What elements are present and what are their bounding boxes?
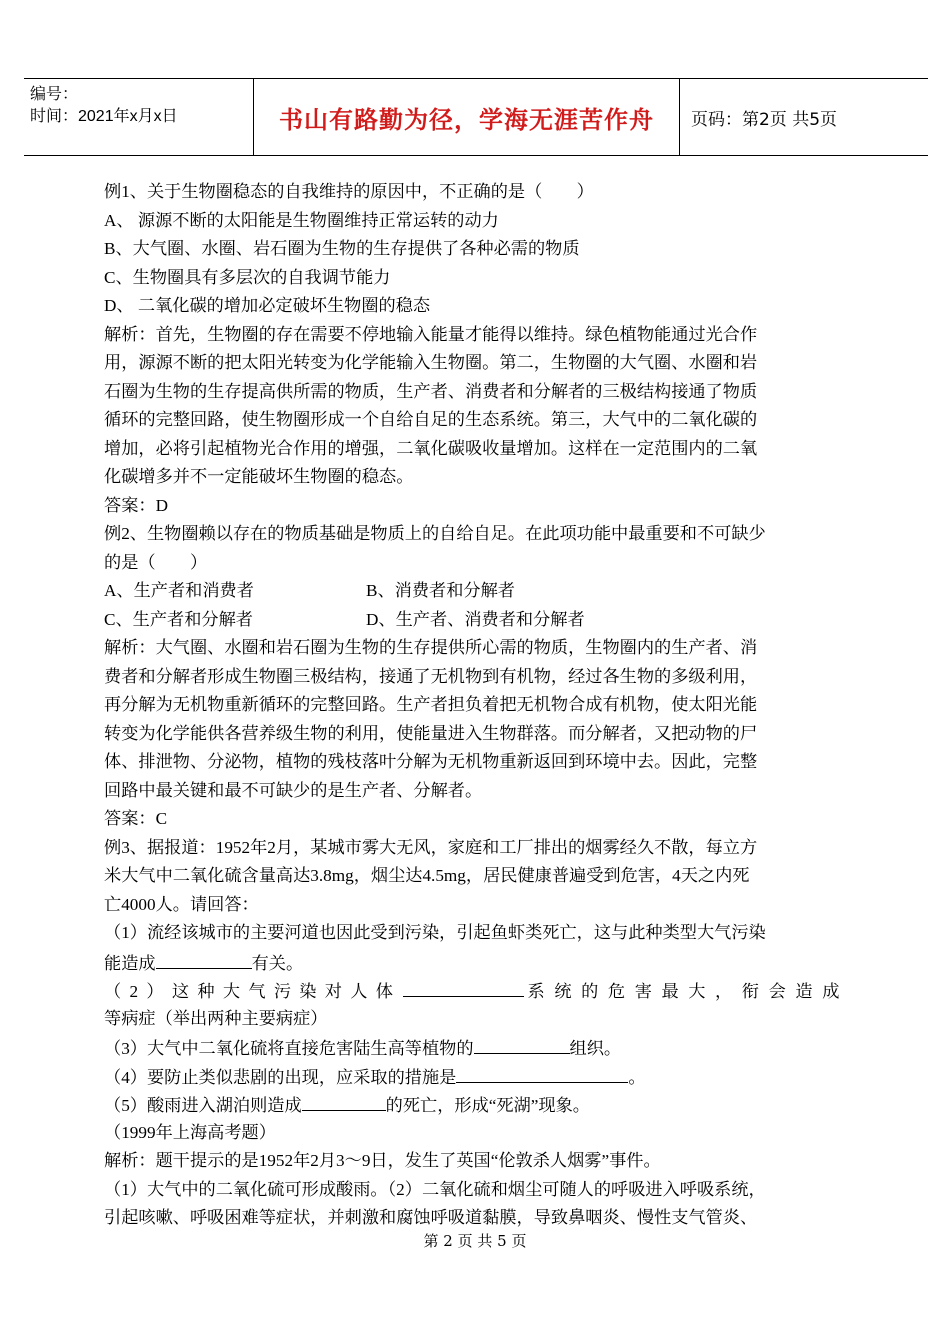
ex3-q2-cont: 等病症（举出两种主要病症） — [104, 1008, 328, 1028]
q3-text-after: 组织。 — [569, 1039, 622, 1058]
ex3-q3 — [104, 1033, 849, 1062]
ex2-question: 例2、生物圈赖以存在的物质基础是物质上的自给自足。在此项功能中最重要和不可缺少 — [104, 524, 766, 543]
ex3-intro-line: 例3、据报道：1952年2月，某城市雾大无风，家庭和工厂排出的烟雾经久不散，每立方 — [104, 837, 758, 857]
ex2-analysis-line: 回路中最关键和最不可缺少的是生产者、分解者。 — [104, 780, 483, 800]
header-page-info — [679, 79, 940, 155]
ex3-intro-line: 米大气中二氧化硫含量高达3.8mg，烟尘达4.5mg，居民健康普遍受到危害，4天之内死 — [104, 866, 750, 885]
ex3-q2 — [104, 976, 849, 1005]
ex1-analysis-line: 用，源源不断的把太阳光转变为化学能输入生物圈。第二，生物圈的大气圈、水圈和岩 — [104, 353, 758, 372]
page-info-text: 页码：第2页 共5页 — [691, 109, 838, 130]
ex1-analysis-line: 化碳增多并不一定能破坏生物圈的稳态。 — [104, 467, 414, 486]
ex3-q5 — [104, 1090, 849, 1119]
ex3-q1-cont — [104, 948, 849, 977]
header-motto — [253, 79, 680, 155]
ex2-option-b: B、消费者和分解者 — [366, 581, 515, 600]
ex3-source: （1999年上海高考题） — [104, 1122, 276, 1142]
q5-answer-blank[interactable] — [302, 1090, 386, 1111]
document-body — [104, 178, 849, 1233]
ex3-analysis-line: 引起咳嗽、呼吸困难等症状，并刺激和腐蚀呼吸道黏膜，导致鼻咽炎、慢性支气管炎、 — [104, 1208, 758, 1227]
ex3-analysis-line: 解析：题干提示的是1952年2月3～9日，发生了英国“伦敦杀人烟雾”事件。 — [104, 1151, 661, 1170]
q2-text-after: 系统的危害最大，衔会造成 — [527, 982, 849, 1001]
ex1-answer: 答案：D — [104, 495, 168, 515]
motto-text: 书山有路勤为径，学海无涯苦作舟 — [279, 105, 654, 134]
page-header — [24, 78, 928, 156]
ex1-option-a: A、 源源不断的太阳能是生物圈维持正常运转的动力 — [104, 210, 499, 230]
ex1-option-b: B、大气圈、水圈、岩石圈为生物的生存提供了各种必需的物质 — [104, 239, 580, 258]
ex3-intro-line: 亡4000人。请回答： — [104, 894, 259, 914]
ex1-analysis-line: 石圈为生物的生存提高供所需的物质，生产者、消费者和分解者的三极结构接通了物质 — [104, 381, 758, 401]
ex3-analysis-line: （1）大气中的二氧化硫可形成酸雨。（2）二氧化硫和烟尘可随人的呼吸进入呼吸系统， — [104, 1179, 766, 1199]
page-footer: 第 2 页 共 5 页 — [423, 1232, 527, 1250]
q2-text: （2）这种大气污染对人体 — [104, 982, 402, 1001]
q5-text-after: 的死亡，形成“死湖”现象。 — [385, 1096, 590, 1115]
ex2-analysis-line: 费者和分解者形成生物圈三极结构，接通了无机物到有机物，经过各生物的多级利用， — [104, 666, 758, 686]
header-meta — [24, 79, 252, 155]
ex1-analysis-line: 循环的完整回路，使生物圈形成一个自给自足的生态系统。第三，大气中的二氧化碳的 — [104, 410, 758, 429]
q1-text-after: 有关。 — [251, 953, 304, 973]
q1-text: 能造成 — [104, 953, 156, 973]
ex2-option-c: C、生产者和分解者 — [104, 609, 253, 629]
q1-answer-blank[interactable] — [156, 948, 252, 969]
q5-text: （5）酸雨进入湖泊则造成 — [104, 1096, 302, 1115]
ex3-q4 — [104, 1062, 849, 1091]
ex2-options-ab — [104, 577, 849, 606]
ex2-answer: 答案：C — [104, 809, 168, 828]
ex2-analysis-line: 解析：大气圈、水圈和岩石圈为生物的生存提供所心需的物质，生物圈内的生产者、消 — [104, 638, 758, 657]
ex2-analysis-line: 转变为化学能供各营养级生物的利用，使能量进入生物群落。而分解者，又把动物的尸 — [104, 723, 758, 743]
q2-answer-blank[interactable] — [403, 976, 523, 997]
ex1-analysis-line: 解析：首先，生物圈的存在需要不停地输入能量才能得以维持。绿色植物能通过光合作 — [104, 324, 758, 344]
q3-text: （3）大气中二氧化硫将直接危害陆生高等植物的 — [104, 1039, 474, 1058]
ex2-question-cont: 的是（ ） — [104, 552, 208, 572]
q4-text-after: 。 — [628, 1067, 646, 1087]
q4-answer-blank[interactable] — [456, 1062, 628, 1083]
ex1-analysis-line: 增加，必将引起植物光合作用的增强，二氧化碳吸收量增加。这样在一定范围内的二氧 — [104, 438, 758, 458]
q4-text: （4）要防止类似悲剧的出现，应采取的措施是 — [104, 1067, 457, 1087]
ex2-analysis-line: 再分解为无机物重新循环的完整回路。生产者担负着把无机物合成有机物，使太阳光能 — [104, 695, 758, 714]
ex1-question: 例1、关于生物圈稳态的自我维持的原因中，不正确的是（ ） — [104, 182, 594, 201]
q3-answer-blank[interactable] — [474, 1033, 570, 1054]
ex1-option-c: C、生物圈具有多层次的自我调节能力 — [104, 267, 391, 287]
ex2-option-d: D、生产者、消费者和分解者 — [366, 609, 585, 629]
ex2-options-cd — [104, 606, 849, 635]
ex2-analysis-line: 体、排泄物、分泌物，植物的残枝落叶分解为无机物重新返回到环境中去。因此，完整 — [104, 752, 758, 771]
time-label: 时间：2021年x月x日 — [30, 108, 178, 125]
ex2-option-a: A、生产者和消费者 — [104, 581, 254, 600]
ex3-q1: （1）流经该城市的主要河道也因此受到污染，引起鱼虾类死亡，这与此种类型大气污染 — [104, 923, 766, 942]
number-label: 编号： — [30, 86, 79, 103]
ex1-option-d: D、 二氧化碳的增加必定破坏生物圈的稳态 — [104, 296, 431, 315]
